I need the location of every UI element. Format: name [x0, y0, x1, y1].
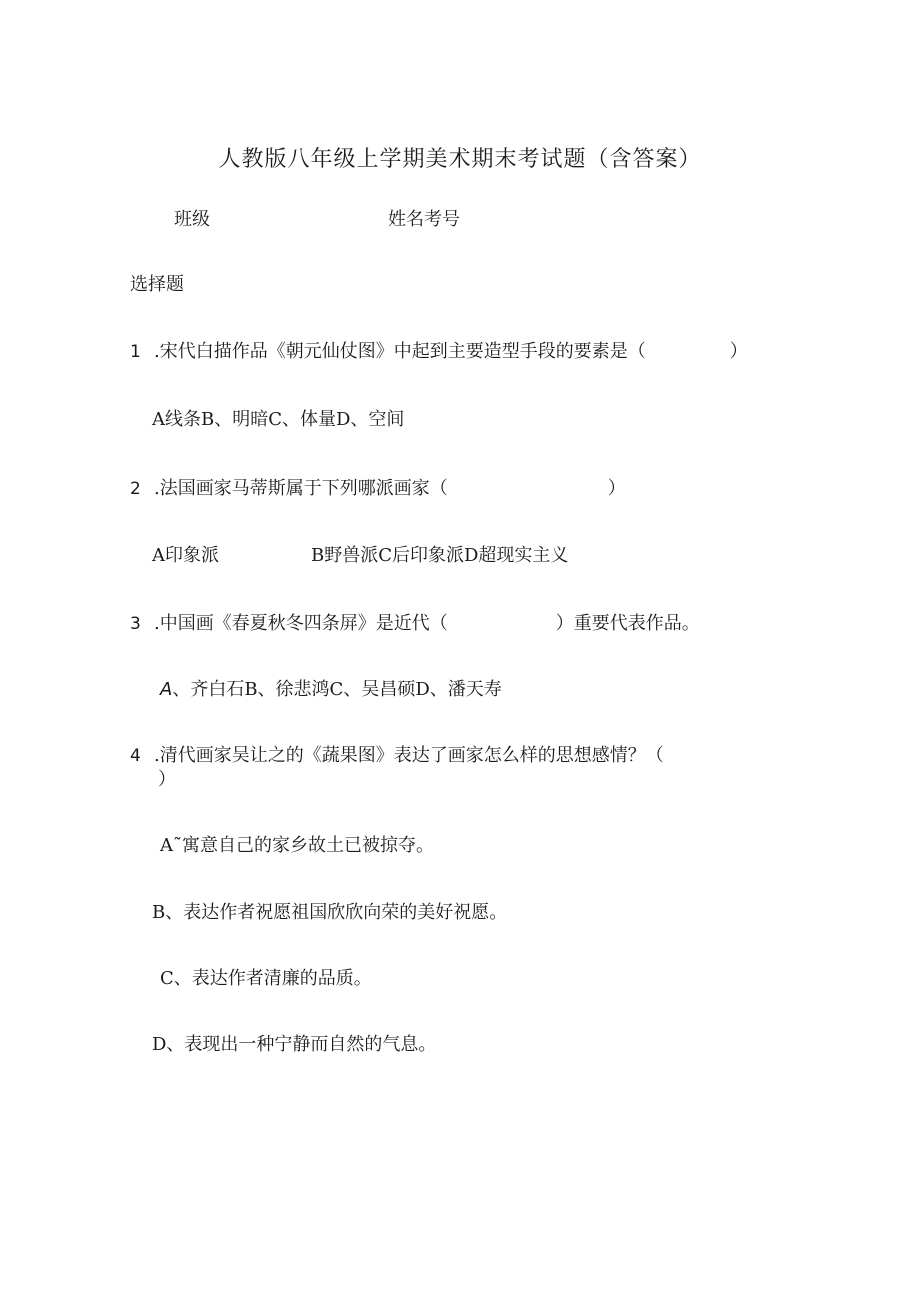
name-id-label: 姓名考号 [388, 209, 460, 230]
section-heading: 选择题 [130, 274, 184, 295]
options-rest: B野兽派C后印象派D超现实主义 [311, 545, 569, 566]
question-1-options: A线条B、明暗C、体量D、空间 [152, 409, 405, 430]
question-4-option-a: A˜寓意自己的家乡故土已被掠夺。 [160, 835, 434, 856]
question-4-option-c: C、表达作者清廉的品质。 [160, 968, 372, 989]
question-number: 4 [130, 746, 141, 766]
question-text-after: ）重要代表作品。 [555, 613, 700, 634]
answer-paren-close: ） [607, 478, 626, 499]
option-a: A印象派 [152, 545, 219, 566]
page-title: 人教版八年级上学期美术期末考试题（含答案） [218, 147, 702, 172]
question-4-option-b: B、表达作者祝愿祖国欣欣向荣的美好祝愿。 [152, 902, 508, 923]
question-3-stem [130, 612, 700, 636]
answer-paren-close: ） [729, 341, 748, 362]
question-number: 1 [130, 342, 141, 362]
option-letter: A [160, 679, 173, 700]
options-text: 、齐白石B、徐悲鸿C、吴昌硕D、潘天寿 [172, 679, 502, 700]
question-4-stem [130, 744, 664, 768]
question-text: .中国画《春夏秋冬四条屏》是近代（ [154, 613, 448, 634]
question-text: .法国画家马蒂斯属于下列哪派画家（ [154, 478, 448, 499]
question-4-option-d: D、表现出一种宁静而自然的气息。 [152, 1034, 437, 1055]
question-text: .宋代白描作品《朝元仙仗图》中起到主要造型手段的要素是（ [154, 341, 646, 362]
question-4-paren-close: ） [158, 769, 176, 790]
question-1-stem [130, 340, 748, 364]
question-2-options [152, 544, 568, 568]
question-number: 3 [130, 614, 141, 634]
question-text: .清代画家吴让之的《蔬果图》表达了画家怎么样的思想感情？（ [154, 745, 664, 766]
question-2-stem [130, 477, 626, 501]
question-number: 2 [130, 479, 141, 499]
class-label: 班级 [174, 209, 210, 230]
question-3-options [160, 678, 502, 702]
